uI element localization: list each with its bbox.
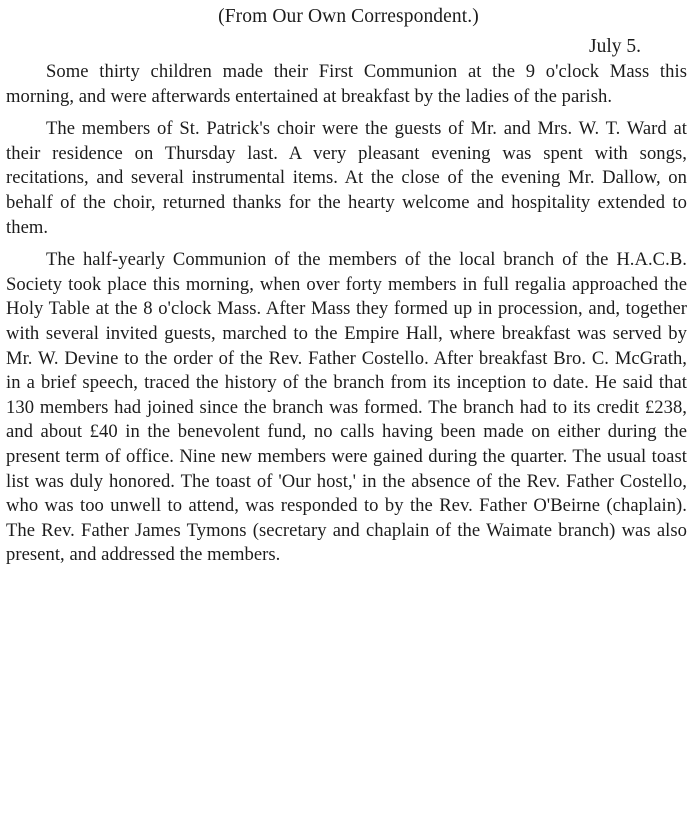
byline: (From Our Own Correspondent.) [218, 6, 479, 27]
paragraph-choir: The members of St. Patrick's choir were the guests of Mr. and Mrs. W. T. Ward at their residence on Thursday last. A very pleasant evening was spent with songs, recitations, and several instrumental items. At the close of the evening Mr. Dallow, on behalf of the choir, returned thanks for the hearty welcome and hospitality extended to them. [6, 118, 687, 238]
paragraph-first-communion: Some thirty children made their First Communion at the 9 o'clock Mass this morning, and were afterwards entertained at breakfast by the ladies of the parish. [6, 61, 687, 107]
paragraph-hacb-society: The half-yearly Communion of the members of the local branch of the H.A.C.B. Society took place this morning, when over forty members in full regalia approached the Holy Table at the 8 o'clock Mass. After Mass they formed up in procession, and, together with several invited guests, marched to the Empire Hall, where breakfast was served by Mr. W. Devine to the order of the Rev. Father Costello. After breakfast Bro. C. McGrath, in a brief speech, traced the history of the branch from its inception to date. He said that 130 members had joined since the branch was formed. The branch had to its credit £238, and about £40 in the benevolent fund, no calls having been made on either during the present term of office. Nine new members were gained during the quarter. The usual toast list was duly honored. The toast of 'Our host,' in the absence of the Rev. Father Costello, who was too unwell to attend, was responded to by the Rev. Father O'Beirne (chaplain). The Rev. Father James Tymons (secretary and chaplain of the Waimate branch) was also present, and addressed the members. [6, 249, 687, 566]
dateline: July 5. [588, 36, 641, 57]
